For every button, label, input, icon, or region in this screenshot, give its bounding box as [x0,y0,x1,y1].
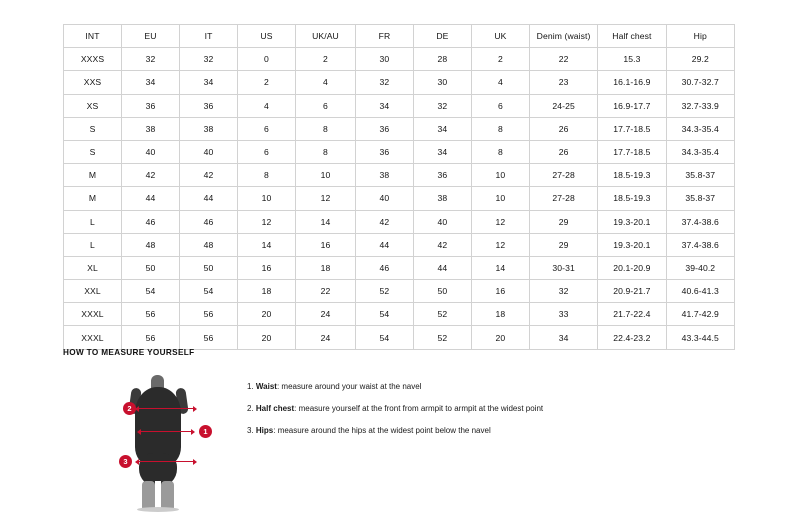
cell-it: 36 [180,94,238,117]
cell-half-chest: 18.5-19.3 [598,187,666,210]
cell-us: 0 [238,48,296,71]
cell-half-chest: 16.1-16.9 [598,71,666,94]
table-row [64,164,735,187]
cell-us: 12 [238,210,296,233]
cell-us: 8 [238,164,296,187]
column-header-us: US [238,25,296,48]
cell-hip: 35.8-37 [666,187,734,210]
cell-us: 6 [238,117,296,140]
cell-it: 38 [180,117,238,140]
table-row [64,94,735,117]
cell-it: 46 [180,210,238,233]
cell-uk: 18 [471,303,529,326]
cell-de: 50 [413,280,471,303]
cell-hip: 43.3-44.5 [666,326,734,349]
cell-denim-waist: 29 [529,210,597,233]
measure-steps-list [247,371,543,448]
cell-half-chest: 22.4-23.2 [598,326,666,349]
column-header-hip: Hip [666,25,734,48]
column-header-int: INT [64,25,122,48]
cell-uk: 14 [471,256,529,279]
cell-eu: 44 [122,187,180,210]
cell-fr: 40 [355,187,413,210]
table-row [64,210,735,233]
table-row [64,233,735,256]
cell-int: S [64,117,122,140]
cell-fr: 54 [355,303,413,326]
marker-waist: 1 [199,425,212,438]
cell-uk-au: 8 [296,140,356,163]
column-header-uk: UK [471,25,529,48]
step-number: 3. [247,425,254,435]
cell-denim-waist: 22 [529,48,597,71]
cell-us: 4 [238,94,296,117]
cell-uk-au: 2 [296,48,356,71]
cell-us: 20 [238,303,296,326]
cell-uk-au: 12 [296,187,356,210]
marker-hips: 3 [119,455,132,468]
step-term: Half chest [255,403,295,413]
cell-int: L [64,233,122,256]
cell-eu: 56 [122,326,180,349]
cell-denim-waist: 32 [529,280,597,303]
cell-int: XXS [64,71,122,94]
cell-de: 32 [413,94,471,117]
cell-uk-au: 14 [296,210,356,233]
cell-uk: 2 [471,48,529,71]
cell-half-chest: 16.9-17.7 [598,94,666,117]
table-row [64,256,735,279]
measure-step-half-chest [247,405,543,414]
cell-fr: 30 [355,48,413,71]
table-row [64,117,735,140]
cell-denim-waist: 27-28 [529,187,597,210]
column-header-uk-au: UK/AU [296,25,356,48]
cell-us: 16 [238,256,296,279]
cell-uk-au: 22 [296,280,356,303]
table-row [64,140,735,163]
cell-de: 38 [413,187,471,210]
cell-fr: 44 [355,233,413,256]
cell-eu: 56 [122,303,180,326]
step-term: Waist [255,382,277,391]
cell-uk-au: 8 [296,117,356,140]
column-header-half-chest: Half chest [598,25,666,48]
cell-int: L [64,210,122,233]
cell-eu: 40 [122,140,180,163]
cell-uk-au: 4 [296,71,356,94]
cell-fr: 42 [355,210,413,233]
cell-half-chest: 19.3-20.1 [598,210,666,233]
cell-int: XXXS [64,48,122,71]
cell-int: XXXL [64,303,122,326]
cell-it: 40 [180,140,238,163]
cell-fr: 34 [355,94,413,117]
cell-denim-waist: 29 [529,233,597,256]
cell-denim-waist: 26 [529,140,597,163]
cell-de: 36 [413,164,471,187]
cell-uk-au: 16 [296,233,356,256]
cell-eu: 50 [122,256,180,279]
cell-hip: 29.2 [666,48,734,71]
column-header-it: IT [180,25,238,48]
cell-half-chest: 18.5-19.3 [598,164,666,187]
cell-uk-au: 10 [296,164,356,187]
cell-half-chest: 19.3-20.1 [598,233,666,256]
cell-de: 34 [413,140,471,163]
cell-uk: 12 [471,210,529,233]
cell-it: 56 [180,326,238,349]
cell-eu: 38 [122,117,180,140]
cell-fr: 54 [355,326,413,349]
cell-it: 54 [180,280,238,303]
cell-fr: 46 [355,256,413,279]
cell-it: 34 [180,71,238,94]
cell-half-chest: 21.7-22.4 [598,303,666,326]
cell-uk: 16 [471,280,529,303]
cell-uk: 6 [471,94,529,117]
mannequin-leg-gap [155,481,161,507]
cell-it: 56 [180,303,238,326]
cell-us: 14 [238,233,296,256]
step-text: : measure yourself at the front from armpit to armpit at the widest point [294,403,544,413]
cell-eu: 32 [122,48,180,71]
cell-de: 42 [413,233,471,256]
cell-hip: 34.3-35.4 [666,117,734,140]
cell-uk: 8 [471,117,529,140]
table-row [64,71,735,94]
mannequin-base-shadow [137,507,179,512]
cell-denim-waist: 23 [529,71,597,94]
mannequin-illustration [105,371,225,511]
cell-uk: 8 [471,140,529,163]
cell-int: M [64,164,122,187]
cell-de: 34 [413,117,471,140]
cell-hip: 30.7-32.7 [666,71,734,94]
cell-int: XL [64,256,122,279]
measure-step-waist [247,383,543,392]
step-number: 1. [247,382,254,391]
cell-eu: 48 [122,233,180,256]
half-chest-measure-arrow-icon [139,408,193,409]
cell-uk: 4 [471,71,529,94]
cell-hip: 39-40.2 [666,256,734,279]
table-row [64,303,735,326]
cell-denim-waist: 33 [529,303,597,326]
cell-uk-au: 24 [296,303,356,326]
cell-de: 52 [413,326,471,349]
how-to-measure-body [63,371,763,511]
step-text: : measure around the hips at the widest point below the navel [273,425,491,435]
cell-it: 48 [180,233,238,256]
cell-fr: 36 [355,140,413,163]
cell-de: 52 [413,303,471,326]
cell-half-chest: 20.1-20.9 [598,256,666,279]
waist-measure-arrow-icon [141,431,191,432]
how-to-measure-title: HOW TO MEASURE YOURSELF [63,348,195,357]
cell-us: 20 [238,326,296,349]
cell-uk-au: 24 [296,326,356,349]
column-header-fr: FR [355,25,413,48]
cell-it: 32 [180,48,238,71]
cell-denim-waist: 26 [529,117,597,140]
cell-it: 44 [180,187,238,210]
how-to-measure-section [63,348,763,511]
table-header-row [64,25,735,48]
column-header-de: DE [413,25,471,48]
measure-step-hips [247,427,543,436]
step-number: 2. [247,403,254,413]
cell-uk: 12 [471,233,529,256]
table-row [64,187,735,210]
cell-int: XXXL [64,326,122,349]
cell-eu: 46 [122,210,180,233]
cell-hip: 32.7-33.9 [666,94,734,117]
cell-denim-waist: 34 [529,326,597,349]
cell-it: 42 [180,164,238,187]
cell-hip: 37.4-38.6 [666,233,734,256]
cell-fr: 38 [355,164,413,187]
cell-int: M [64,187,122,210]
hips-measure-arrow-icon [139,461,193,462]
size-chart-table-wrapper [63,24,735,350]
cell-hip: 40.6-41.3 [666,280,734,303]
column-header-denim-waist: Denim (waist) [529,25,597,48]
table-row [64,48,735,71]
cell-it: 50 [180,256,238,279]
cell-de: 40 [413,210,471,233]
marker-half-chest: 2 [123,402,136,415]
cell-half-chest: 20.9-21.7 [598,280,666,303]
cell-uk-au: 18 [296,256,356,279]
mannequin-figure-icon [123,375,208,511]
cell-half-chest: 15.3 [598,48,666,71]
cell-hip: 37.4-38.6 [666,210,734,233]
cell-eu: 42 [122,164,180,187]
cell-half-chest: 17.7-18.5 [598,140,666,163]
cell-eu: 34 [122,71,180,94]
cell-de: 30 [413,71,471,94]
cell-fr: 36 [355,117,413,140]
cell-fr: 52 [355,280,413,303]
cell-int: S [64,140,122,163]
cell-de: 28 [413,48,471,71]
cell-de: 44 [413,256,471,279]
cell-hip: 35.8-37 [666,164,734,187]
table-header [64,25,735,48]
step-text: : measure around your waist at the navel [276,382,422,391]
cell-eu: 36 [122,94,180,117]
cell-uk: 10 [471,187,529,210]
cell-denim-waist: 24-25 [529,94,597,117]
cell-int: XXL [64,280,122,303]
table-body [64,48,735,349]
cell-eu: 54 [122,280,180,303]
cell-hip: 41.7-42.9 [666,303,734,326]
cell-denim-waist: 27-28 [529,164,597,187]
cell-us: 2 [238,71,296,94]
table-row [64,280,735,303]
cell-us: 10 [238,187,296,210]
cell-us: 18 [238,280,296,303]
column-header-eu: EU [122,25,180,48]
cell-uk: 10 [471,164,529,187]
size-chart-table [63,24,735,350]
cell-denim-waist: 30-31 [529,256,597,279]
step-term: Hips [255,425,274,435]
cell-uk: 20 [471,326,529,349]
cell-uk-au: 6 [296,94,356,117]
cell-us: 6 [238,140,296,163]
cell-half-chest: 17.7-18.5 [598,117,666,140]
cell-hip: 34.3-35.4 [666,140,734,163]
table-row [64,326,735,349]
cell-fr: 32 [355,71,413,94]
cell-int: XS [64,94,122,117]
